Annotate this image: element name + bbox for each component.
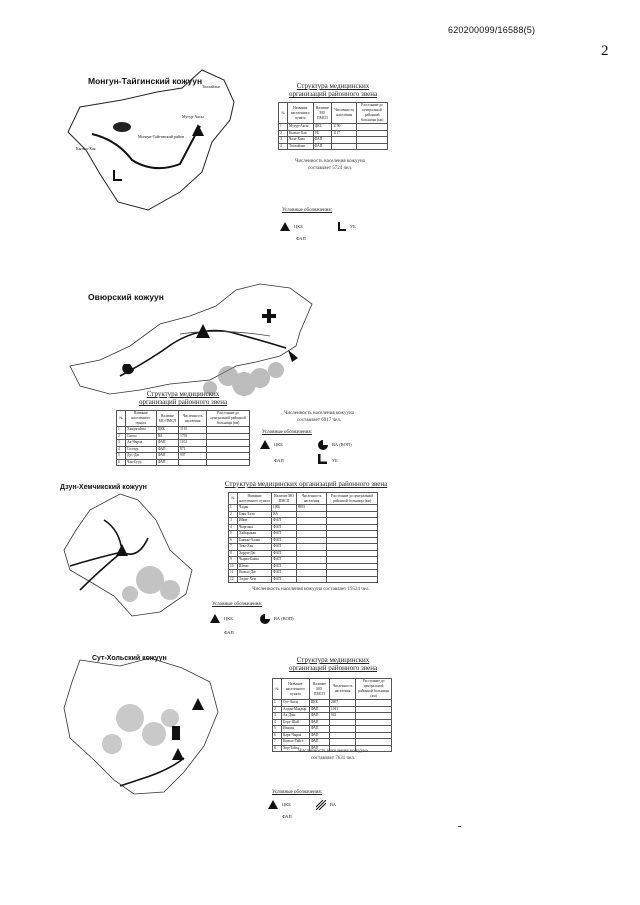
legend — [260, 440, 380, 470]
table-row: 3 Чоза-Хова ФАП — [279, 137, 388, 144]
map-sut-khol — [60, 648, 224, 798]
section-title-dzun-khemchik: Дзун-Хемчикский кожуун — [60, 484, 147, 491]
table-row: 6 Бажын-Алаак ФАП — [229, 537, 378, 544]
map-ovyur — [60, 280, 322, 400]
triangle-icon — [260, 440, 270, 449]
legend-label: ЦКБ — [224, 616, 233, 621]
table-row: 8 Хорум-Даг ФАП — [229, 550, 378, 557]
table-row: 8 Хор-Тайга ФАП — [273, 745, 392, 752]
legend-label: ЦКБ — [282, 802, 291, 807]
corner-icon — [338, 222, 346, 231]
table-title: Структура медицинских организаций районного звена — [288, 656, 378, 672]
legend-label: ЦКБ — [294, 224, 303, 229]
map-label: Тоолайлыг — [202, 84, 221, 89]
table-row: 2 Баян-Тала ВА — [229, 511, 378, 518]
table-row: 1 Хандагайты ЦКБ 3110 — [117, 427, 250, 434]
table-row: 3 Ак-Даш ФАП 942 — [273, 713, 392, 720]
legend-title: Условные обозначения: — [212, 602, 263, 607]
table-row: 3 Ак-Чыраа ФАП 1102 — [117, 440, 250, 447]
table-title: Структура медицинских организаций районного звена — [224, 480, 388, 488]
table-row: 1 Чадан ЦКБ 8893 — [229, 505, 378, 512]
table-row: 1 Суг-Аксы ЦКБ 2697 — [273, 700, 392, 707]
table-row: 7 Кызыл-Тайга ФАП — [273, 739, 392, 746]
legend-label: ВА — [330, 802, 336, 807]
half-circle-icon — [260, 614, 270, 624]
legend — [280, 220, 380, 244]
table-row: 4 Тоолайлыг ФАП — [279, 143, 388, 150]
table-row: 7 Теве-Хая ФАП — [229, 544, 378, 551]
legend-label: ФАП — [282, 814, 292, 819]
map-dzun-khemchik — [60, 490, 200, 620]
legend — [268, 800, 378, 830]
legend-label: ФАП — [274, 458, 284, 463]
legend-title: Условные обозначения: — [262, 430, 313, 435]
document-number: 620200099/16588(5) — [448, 25, 536, 35]
table-row: 1 Мугур-Аксы ЦКБ 3190 — [279, 124, 388, 131]
section-title-sut-khol: Сут-Хольский кожуун — [92, 655, 167, 662]
corner-icon — [318, 454, 328, 464]
table-row: 5 Хайыракан ФАП — [229, 531, 378, 538]
triangle-icon — [280, 222, 290, 231]
table-row: 2 Саглы ВА 1793 — [117, 433, 250, 440]
facility-table: № Название населенного пункта Наличие МО ПМСП Численность населения Расстояние до центральной районной больницы (км) 1 Мугур-Аксы ЦКБ 3190 2 Кызыл-Хая УБ 1117 3 Чоза-Хова ФАП 4 Тоолайлыг ФАП — [278, 102, 388, 150]
legend-label: ФАП — [296, 236, 306, 241]
section-title-ovyur: Овюрский кожуун — [88, 292, 164, 302]
table-row: 4 Солчур ФАП 871 — [117, 446, 250, 453]
table-row: 10 Шеми ФАП — [229, 563, 378, 570]
legend-label: УБ — [350, 224, 356, 229]
legend — [210, 614, 330, 644]
population-text: Численность населения кожууна составляет 7631 чел. — [298, 749, 368, 761]
map-label: Монгун-Тайгинский район — [138, 134, 184, 139]
table-row: 9 Чыраа-Бажы ФАП — [229, 557, 378, 564]
facility-table: № Название населенного пункта Наличие МО ПМСП Численность населения Расстояние до центральной районной больницы (км) 1 Чадан ЦКБ 8893 2 Баян-Тала ВА 3 Ийме ФАП 4 Чыргакы ФАП 5 Хайыракан ФАП 6 Бажын-Алаак ФАП 7 Теве-Хая ФАП 8 Хорум-Даг ФАП 9 Чыраа-Бажы ФАП 10 Шеми ФАП 11 Кызыл-Даг ФАП 12 Элдиг-Хем ФАП — [228, 492, 378, 583]
map-mongun-taiga — [62, 62, 242, 214]
table-title: Структура медицинских организаций районного звена — [288, 82, 378, 98]
legend-label: УБ — [332, 458, 338, 463]
legend-title: Условные обозначения: — [272, 790, 323, 795]
legend-label: ЦКБ — [274, 442, 283, 447]
legend-label: ВА (ВОП) — [274, 616, 294, 621]
half-circle-icon — [318, 440, 328, 450]
table-title: Структура медицинских организаций районного звена — [138, 390, 228, 406]
table-row: 11 Кызыл-Даг ФАП — [229, 570, 378, 577]
hatched-icon — [316, 800, 326, 810]
table-row: 5 Ишкин ФАП — [273, 726, 392, 733]
table-row: 4 Чыргакы ФАП — [229, 524, 378, 531]
triangle-icon — [268, 800, 278, 809]
legend-label: ФАП — [224, 630, 234, 635]
population-text: Численность населения кожууна составляет 19524 чел. — [252, 587, 370, 592]
table-row: 5 Дус-Даг ФАП 907 — [117, 453, 250, 460]
table-row: 3 Ийме ФАП — [229, 518, 378, 525]
table-row: 4 Бору-Шай ФАП — [273, 719, 392, 726]
page-number: 2 — [601, 43, 609, 59]
table-row: 12 Элдиг-Хем ФАП — [229, 576, 378, 583]
table-row: 6 Чаа-Суур ФАП — [117, 459, 250, 466]
legend-title: Условные обозначения: — [282, 208, 333, 213]
table-row: 6 Кара-Чыраа ФАП — [273, 732, 392, 739]
population-text: Численность населения кожууна составляет 5724 чел. — [295, 159, 365, 171]
mark — [458, 826, 461, 827]
table-row: 2 Алдан-Маадыр ФАП 1041 — [273, 706, 392, 713]
population-text: Численность населения кожууна составляет 6917 чел. — [284, 411, 354, 423]
map-label: Кызыл-Хая — [76, 146, 96, 151]
table-row: 2 Кызыл-Хая УБ 1117 — [279, 130, 388, 137]
legend-label: ВА (ВОП) — [332, 442, 352, 447]
facility-table: № Название населенного пункта Наличие МО ПМСП Численность населения Расстояние до центральной районной больницы (км) 1 Хандагайты ЦКБ 3110 2 Саглы ВА 1793 3 Ак-Чыраа ФАП 1102 4 Солчур ФАП 871 5 Дус-Даг ФАП 907 6 Чаа-Суур ФАП — [116, 410, 250, 466]
facility-table: № Название населенного пункта Наличие МО ПМСП Численность населения Расстояние до центральной районной больницы (км) 1 Суг-Аксы ЦКБ 2697 2 Алдан-Маадыр ФАП 1041 3 Ак-Даш ФАП 942 4 Бору-Шай ФАП 5 Ишкин ФАП 6 Кара-Чыраа ФАП 7 Кызыл-Тайга ФАП 8 Хор-Тайга ФАП — [272, 678, 392, 752]
map-label: Мугур-Аксы — [182, 114, 204, 119]
triangle-icon — [210, 614, 220, 623]
section-title-mongun-taiga: Монгун-Тайгинский кожуун — [88, 76, 203, 86]
